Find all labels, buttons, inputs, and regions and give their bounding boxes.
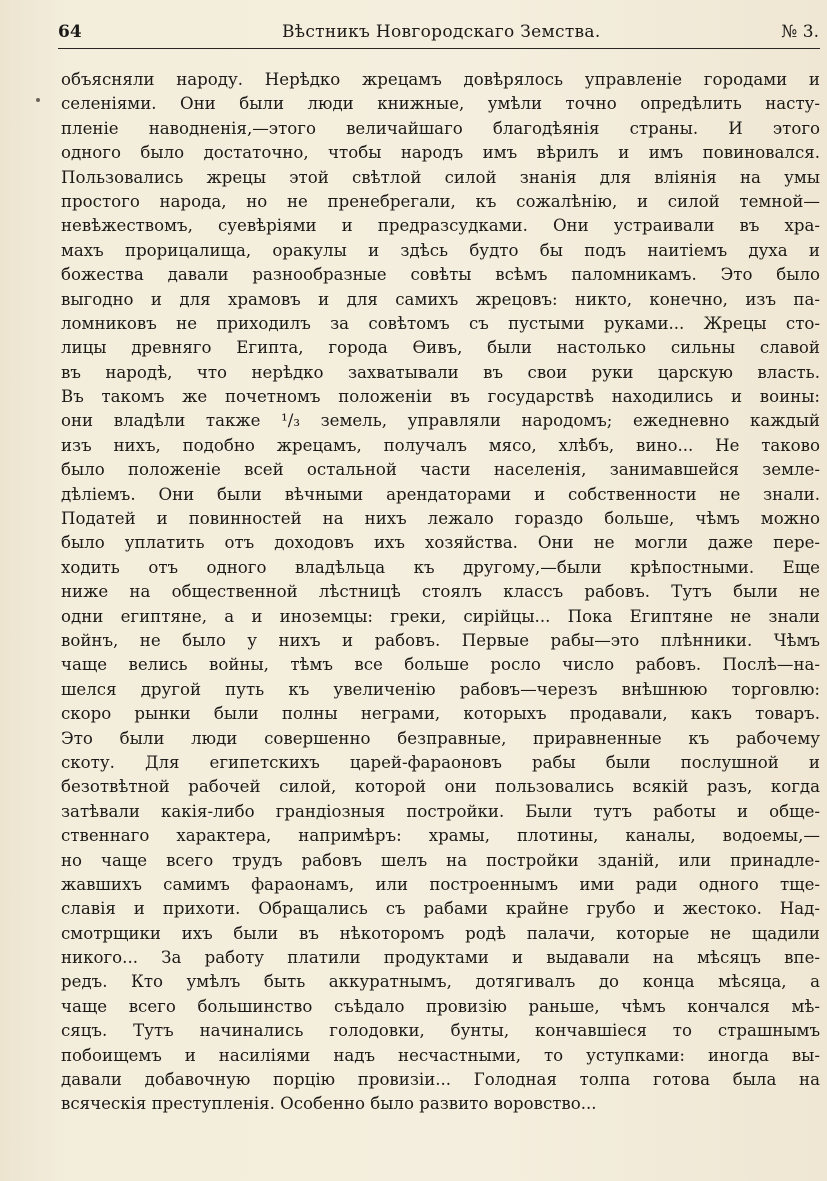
text-line: одни египтяне, а и иноземцы: греки, сирійцы... Пока Египтяне не знали bbox=[61, 606, 820, 626]
header-rule bbox=[58, 48, 820, 49]
text-line: ломниковъ не приходилъ за совѣтомъ съ пустыми руками... Жрецы сто- bbox=[61, 313, 820, 333]
text-line: они владѣли также ¹/₃ земель, управляли народомъ; ежедневно каждый bbox=[61, 411, 820, 431]
text-line: было положеніе всей остальной части населенія, занимавшейся земле- bbox=[61, 460, 820, 480]
text-line: ходить отъ одного владѣльца къ другому,—были крѣпостными. Еще bbox=[61, 557, 820, 577]
text-line: одного было достаточно, чтобы народъ имъ вѣрилъ и имъ повиновался. bbox=[61, 143, 820, 163]
text-line: давали добавочную порцію провизіи... Голодная толпа готова была на bbox=[61, 1070, 820, 1090]
text-line: никого... За работу платили продуктами и выдавали на мѣсяцъ впе- bbox=[61, 948, 820, 968]
issue-number: № 3. bbox=[781, 22, 819, 42]
text-line: ственнаго характера, напримѣръ: храмы, плотины, каналы, водоемы,— bbox=[61, 826, 820, 846]
text-line: всяческія преступленія. Особенно было развито воровство... bbox=[61, 1094, 597, 1114]
text-line: ниже на общественной лѣстницѣ стоялъ классъ рабовъ. Тутъ были не bbox=[61, 582, 820, 602]
text-line: изъ нихъ, подобно жрецамъ, получалъ мясо, хлѣбъ, вино... Не таково bbox=[61, 435, 820, 455]
text-line: побоищемъ и насиліями надъ несчастными, то уступками: иногда вы- bbox=[61, 1045, 820, 1065]
text-line: чаще велись войны, тѣмъ все больше росло число рабовъ. Послѣ—на- bbox=[61, 655, 820, 675]
text-line: лицы древняго Египта, города Ѳивъ, были настолько сильны славой bbox=[61, 338, 820, 358]
text-line: славія и прихоти. Обращались съ рабами крайне грубо и жестоко. Над- bbox=[61, 899, 820, 919]
text-line: войнъ, не было у нихъ и рабовъ. Первые рабы—это плѣнники. Чѣмъ bbox=[61, 630, 820, 650]
text-line: смотрщики ихъ были въ нѣкоторомъ родѣ палачи, которые не щадили bbox=[61, 923, 820, 943]
text-line: Въ такомъ же почетномъ положеніи въ государствѣ находились и воины: bbox=[61, 387, 820, 407]
text-line: невѣжествомъ, суевѣріями и предразсудками. Они устраивали въ хра- bbox=[61, 216, 820, 236]
text-line: Это были люди совершенно безправные, приравненные къ рабочему bbox=[61, 728, 820, 748]
text-line: было уплатить отъ доходовъ ихъ хозяйства. Они не могли даже пере- bbox=[61, 533, 820, 553]
text-line: редъ. Кто умѣлъ быть аккуратнымъ, дотягивалъ до конца мѣсяца, а bbox=[61, 972, 820, 992]
text-line: сяцъ. Тутъ начинались голодовки, бунты, кончавшіеся то страшнымъ bbox=[61, 1021, 820, 1041]
text-line: затѣвали какія-либо грандіозныя постройки. Были тутъ работы и обще- bbox=[61, 801, 820, 821]
text-line: пленіе наводненія,—этого величайшаго благодѣянія страны. И этого bbox=[61, 118, 820, 138]
text-line: но чаще всего трудъ рабовъ шелъ на постройки зданій, или принадле- bbox=[61, 850, 820, 870]
page-number: 64 bbox=[58, 22, 82, 42]
text-line: выгодно и для храмовъ и для самихъ жрецовъ: никто, конечно, изъ па- bbox=[61, 289, 820, 309]
text-line: шелся другой путь къ увеличенію рабовъ—черезъ внѣшнюю торговлю: bbox=[61, 679, 820, 699]
text-line: въ народѣ, что нерѣдко захватывали въ свои руки царскую власть. bbox=[61, 362, 820, 382]
text-line: жавшихъ самимъ фараонамъ, или построеннымъ ими ради одного тще- bbox=[61, 874, 820, 894]
text-line: Податей и повинностей на нихъ лежало гораздо больше, чѣмъ можно bbox=[61, 509, 820, 529]
running-header bbox=[58, 20, 823, 46]
text-line: махъ прорицалища, оракулы и здѣсь будто бы подъ наитіемъ духа и bbox=[61, 240, 820, 260]
text-line: чаще всего большинство съѣдало провизію раньше, чѣмъ кончался мѣ- bbox=[61, 996, 820, 1016]
text-line: простого народа, но не пренебрегали, къ сожалѣнію, и силой темной— bbox=[61, 191, 820, 211]
text-line: селеніями. Они были люди книжные, умѣли точно опредѣлить насту- bbox=[61, 94, 820, 114]
journal-title: Вѣстникъ Новгородскаго Земства. bbox=[282, 22, 601, 42]
text-line: дѣліемъ. Они были вѣчными арендаторами и собственности не знали. bbox=[61, 484, 820, 504]
margin-dot bbox=[36, 98, 40, 102]
text-line: скоту. Для египетскихъ царей-фараоновъ рабы были послушной и bbox=[61, 752, 820, 772]
text-line: скоро рынки были полны неграми, которыхъ продавали, какъ товаръ. bbox=[61, 704, 820, 724]
body-text bbox=[61, 68, 820, 1117]
text-line: Пользовались жрецы этой свѣтлой силой знанія для вліянія на умы bbox=[61, 167, 820, 187]
text-line: безотвѣтной рабочей силой, которой они пользовались всякій разъ, когда bbox=[61, 777, 820, 797]
text-line: божества давали разнообразные совѣты всѣмъ паломникамъ. Это было bbox=[61, 265, 820, 285]
text-line: объясняли народу. Нерѣдко жрецамъ довѣрялось управленіе городами и bbox=[61, 70, 820, 89]
